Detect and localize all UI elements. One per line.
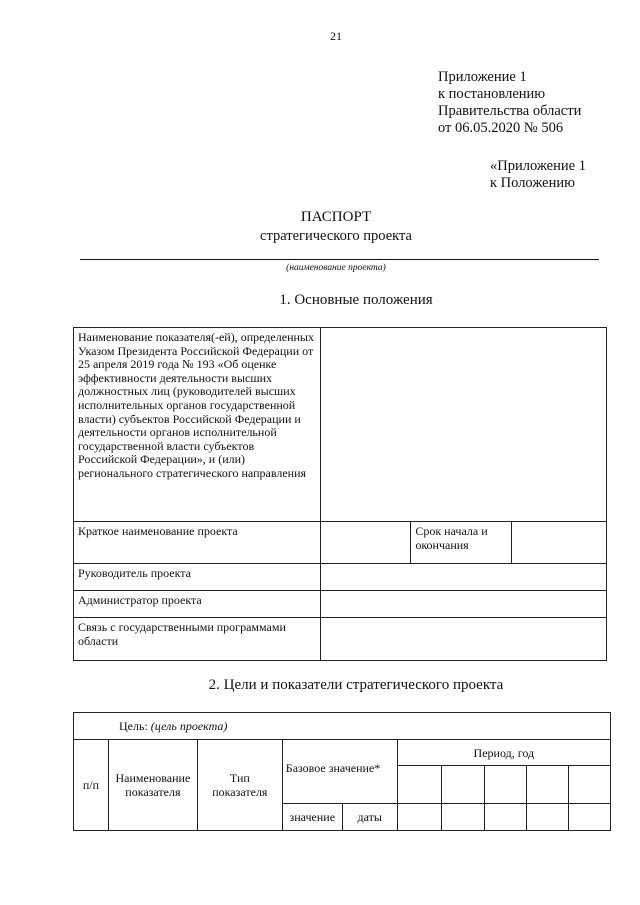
col-name: Наименование показателя	[108, 740, 197, 831]
project-name-line	[80, 259, 599, 260]
admin-label: Администратор проекта	[74, 591, 321, 618]
programs-value	[320, 618, 606, 661]
page-number: 21	[330, 29, 342, 43]
term-label: Срок начала и окончания	[411, 522, 512, 564]
period-cell	[397, 804, 441, 831]
programs-label: Связь с государственными программами области	[74, 618, 321, 661]
col-base-value: значение	[282, 804, 342, 831]
appendix-inner-line: к Положению	[490, 175, 575, 191]
appendix-line: к постановлению	[438, 86, 546, 102]
goal-label: Цель:	[119, 719, 148, 733]
document-subtitle: стратегического проекта	[260, 228, 412, 244]
section2-heading: 2. Цели и показатели стратегического проекта	[208, 677, 504, 693]
col-base-date: даты	[342, 804, 397, 831]
period-cell	[441, 804, 485, 831]
head-value	[320, 564, 606, 591]
appendix-inner-header	[490, 158, 586, 192]
period-cell	[485, 804, 527, 831]
document-title: ПАСПОРТ	[300, 209, 372, 225]
admin-value	[320, 591, 606, 618]
appendix-line: от 06.05.2020 № 506	[438, 120, 564, 136]
section1-heading: 1. Основные положения	[279, 292, 433, 308]
head-label: Руководитель проекта	[74, 564, 321, 591]
period-cell	[569, 804, 611, 831]
period-cell	[527, 804, 569, 831]
main-provisions-table	[73, 327, 607, 661]
goal-value: (цель проекта)	[150, 719, 228, 733]
goal-row	[74, 713, 611, 740]
period-cell	[397, 766, 441, 804]
project-name-caption: (наименование проекта)	[286, 263, 386, 273]
period-cell	[527, 766, 569, 804]
col-type: Тип показателя	[197, 740, 282, 831]
appendix-header	[438, 69, 581, 137]
short-name-label: Краткое наименование проекта	[74, 522, 321, 564]
goals-table	[73, 712, 611, 831]
appendix-line: Приложение 1	[438, 69, 527, 85]
short-name-value	[320, 522, 411, 564]
col-base: Базовое значение*	[282, 740, 397, 804]
term-value	[512, 522, 607, 564]
indicators-value	[320, 328, 606, 522]
period-cell	[485, 766, 527, 804]
period-cell	[569, 766, 611, 804]
period-cell	[441, 766, 485, 804]
indicators-label: Наименование показателя(-ей), определенных Указом Президента Российской Федерации от 25 апреля 2019 года № 193 «Об оценке эффективности деятельности высших должностных лиц (руководителей высших исполнительных органов государственной власти) субъектов Российской Федерации и деятельности органов исполнительной государственной власти субъектов Российской Федерации», и (или) регионального стратегического направления	[74, 328, 321, 522]
appendix-line: Правительства области	[438, 103, 582, 119]
appendix-inner-line: «Приложение 1	[490, 158, 586, 174]
col-period: Период, год	[397, 740, 610, 766]
col-num: п/п	[74, 740, 109, 831]
